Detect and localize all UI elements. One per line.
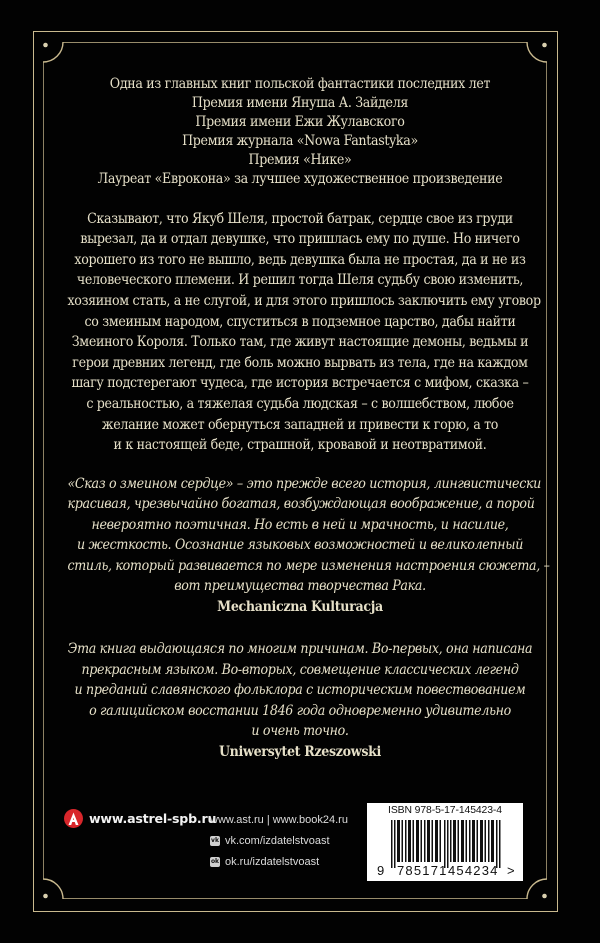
barcode-digits-group-1: 785171 [397,863,448,878]
awards-list [50,75,550,190]
synopsis-line: Змеиного Короля. Только там, где живут настоящие демоны, ведьмы и [71,334,529,351]
review-line: вот преимущества творчества Рака. [174,578,426,595]
vk-icon: vk [211,837,219,844]
award-line: Лауреат «Еврокона» за лучшее художественное произведение [97,171,503,188]
synopsis-line: хорошего из того не вышло, ведь девушка была не простая, да и не из [74,251,526,268]
review-line: прекрасным языком. Во-вторых, совмещение классических легенд [81,661,519,678]
vk-link[interactable]: vk.com/izdatelstvoast [225,834,330,847]
synopsis-line: желание может обернуться западней и привести к горю, а то [101,416,499,433]
review-line: о галицийском восстании 1846 года одновременно удивительно [89,702,511,719]
review-line: Эта книга выдающаяся по многим причинам. Во-первых, она написана [67,641,533,658]
synopsis-line: человеческого племени. И решил тогда Шеля судьбу свою изменить, [76,272,524,289]
review-quote-1 [50,474,550,618]
review-line: «Сказ о змеином сердце» – это прежде всего история, лингвистически [67,475,542,492]
review-quote-2 [50,639,550,762]
websites-link[interactable]: www.ast.ru | www.book24.ru [210,813,348,826]
back-cover-text [50,75,550,762]
review-source: Uniwersytet Rzeszowski [218,743,382,760]
publisher-block [64,806,216,830]
review-source: Mechaniczna Kulturacja [217,598,383,615]
isbn-label: ISBN 978-5-17-145423-4 [388,805,502,816]
synopsis-line: Сказывают, что Якуб Шеля, простой батрак, сердце свое из груди [87,210,513,227]
barcode-arrow: > [507,863,515,878]
vk-row [210,830,348,851]
review-line: и преданий славянского фольклора с историческим повествованием [74,682,526,699]
publisher-logo-icon [64,809,83,828]
barcode-digits-group-2: 454234 [448,863,499,878]
review-line: невероятно поэтичная. Но есть в ней и мрачность, и насилие, [91,516,509,533]
publisher-site-link[interactable]: www.astrel-spb.ru [89,810,217,826]
barcode-bars-icon [391,820,503,868]
ok-link[interactable]: ok.ru/izdatelstvoast [225,855,320,868]
story-synopsis [50,209,550,456]
award-line: Премия имени Януша А. Зайделя [191,95,409,112]
synopsis-line: герои древних легенд, где боль можно вырвать из тела, где на каждом [72,354,528,371]
award-line: Премия «Нике» [248,152,352,169]
ok-row [210,851,348,872]
synopsis-line: с реальностью, а тяжелая судьба людская – с волшебством, любое [86,395,514,412]
synopsis-line: вырезал, да и отдал девушке, что пришлась ему по душе. Но ничего [80,231,520,248]
review-line: и жесткость. Осознание языковых возможностей и великолепный [76,537,524,554]
synopsis-line: и к настоящей беде, страшной, кровавой и неотвратимой. [113,437,487,454]
award-line: Премия имени Ежи Жулавского [195,114,405,131]
review-line: и очень точно. [251,723,349,740]
review-line: красивая, чрезвычайно богатая, возбуждающая воображение, а порой [67,496,535,513]
award-line: Премия журнала «Nowa Fantastyka» [182,133,418,150]
barcode-first-digit: 9 [377,863,385,878]
websites-row [210,809,348,830]
synopsis-line: хозяином стать, а не слугой, и для этого пришлось заключить ему уговор [67,292,541,309]
isbn-barcode [367,803,523,881]
synopsis-line: со змеиным народом, спуститься в подземное царство, дабы найти [84,313,516,330]
ok-icon: ok [210,858,220,865]
review-line: стиль, который развивается по мере изменения настроения сюжета, – [67,557,550,574]
synopsis-line: шагу подстерегают чудеса, где история встречается с мифом, сказка – [71,375,529,392]
publisher-links [210,809,348,872]
award-line: Одна из главных книг польской фантастики последних лет [109,76,491,92]
